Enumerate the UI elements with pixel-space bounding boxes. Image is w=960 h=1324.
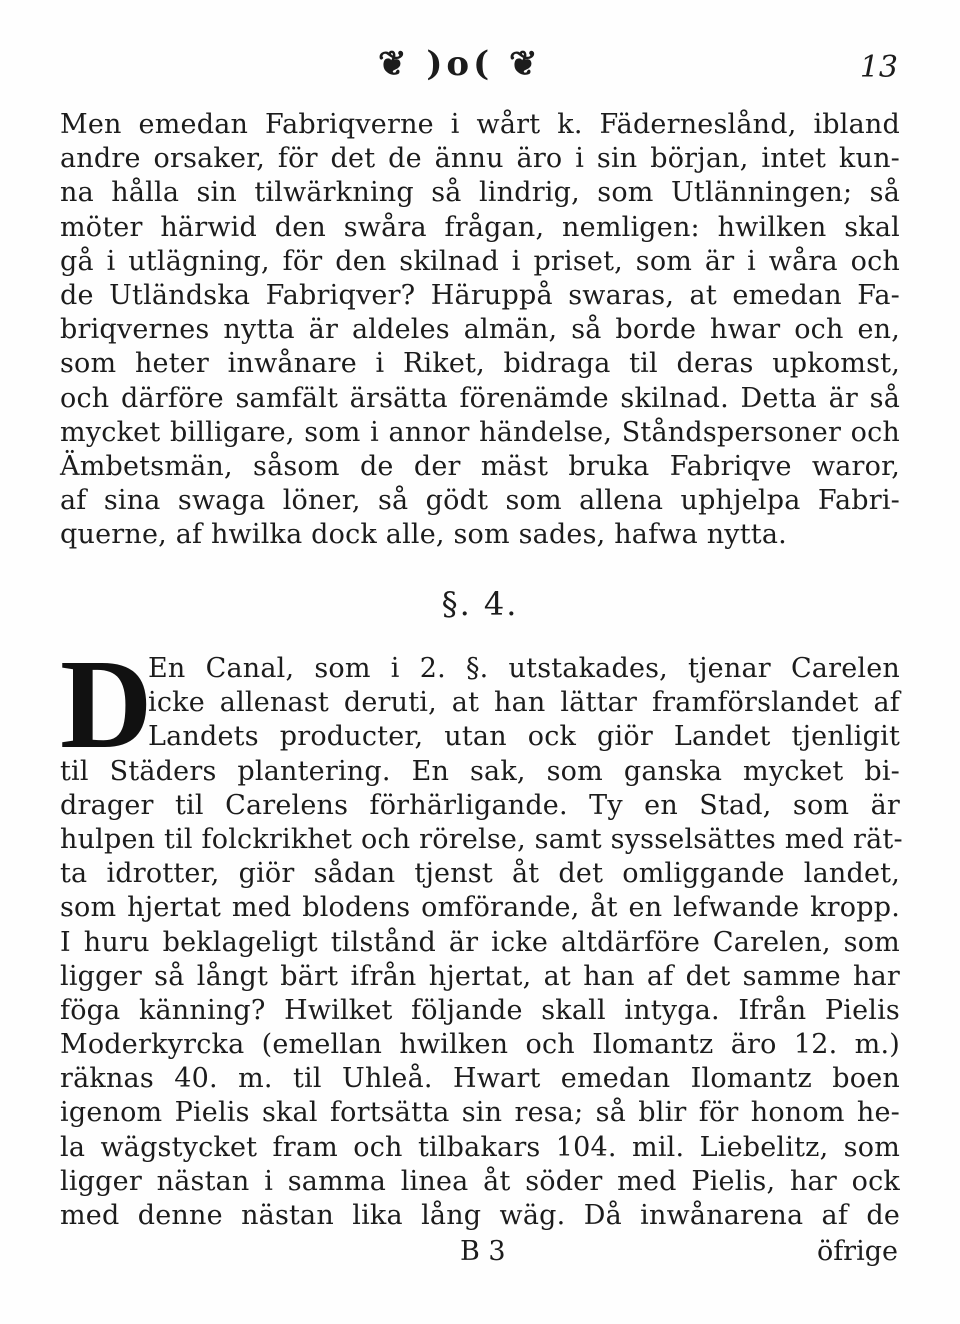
text-line: ligger så långt bärt ifrån hjertat, at han af det samme har [60,960,900,992]
header-ornament: ❦ )o( ❦ [378,44,542,84]
text-line: och därföre samfält ärsätta förenämde skilnad. Detta är så [60,382,900,414]
text-line: Moderkyrcka (emellan hwilken och Ilomantz äro 12. m.) [60,1029,900,1061]
text-line: ta idrotter, giör sådan tjenst åt det omliggande landet, [60,858,900,890]
text-line: na hålla sin tilwärkning så lindrig, som Utlänningen; så [60,177,900,209]
section-heading: §. 4. [441,585,519,623]
printer-signature: B 3 [460,1236,506,1267]
text-line: de Utländska Fabriqver? Häruppå swaras, at emedan Fa- [60,279,900,311]
text-line: som hjertat med blodens omförande, åt en lefwande kropp. [60,892,900,924]
text-line: igenom Pielis skal fortsätta sin resa; så blir för honom he- [60,1097,900,1129]
text-line: querne, af hwilka dock alle, som sades, hafwa nytta. [60,519,787,551]
text-line: Ämbetsmän, såsom de der mäst bruka Fabriqve waror, [60,450,900,482]
page-number: 13 [859,50,898,85]
text-line: hulpen til folckrikhet och rörelse, samt sysselsättes med rät- [60,823,903,855]
text-line: som heter inwånare i Riket, bidraga til deras upkomst, [60,348,900,380]
text-line: drager til Carelens förhärligande. Ty en Stad, som är [60,789,900,821]
text-line: icke allenast deruti, at han lättar framförslandet af [148,687,900,719]
text-line: gå i utlägning, för den skilnad i priset, som är i wåra och [60,245,900,277]
text-line: Landets producter, utan ock giör Landet tjenligit [148,721,900,753]
text-line: til Städers plantering. En sak, som ganska mycket bi- [60,755,900,787]
paragraph-2 [60,633,903,1233]
text-line: briqvernes nytta är aldeles almän, så borde hwar och en, [60,314,900,346]
text-line: af sina swaga löner, så gödt som allena uphjelpa Fabri- [60,485,900,517]
text-line: Men emedan Fabriqverne i wårt k. Fäderneslånd, ibland [60,109,900,140]
text-line: andre orsaker, för det de ännu äro i sin början, intet kun- [60,143,900,175]
text-line: med denne nästan lika lång wäg. Då inwånarena af de [60,1200,900,1231]
text-line: möter härwid den swåra frågan, nemligen: hwilken skal [60,211,900,243]
text-line: la wägstycket fram och tilbakars 104. mil. Liebelitz, som [60,1131,900,1163]
text-line: räknas 40. m. til Uhleå. Hwart emedan Ilomantz boen [60,1063,900,1095]
text-line: föga känning? Hwilket följande skall intyga. Ifrån Pielis [60,994,900,1026]
text-line: mycket billigare, som i annor händelse, Ståndspersoner och [60,416,900,448]
text-line: En Canal, som i 2. §. utstakades, tjenar Carelen [148,653,900,684]
catchword: öfrige [816,1236,898,1267]
text-line: ligger nästan i samma linea åt söder med Pielis, har ock [60,1165,900,1197]
paragraph-1 [60,108,900,552]
page-header [0,44,960,94]
drop-cap: D [60,633,153,775]
text-line: I huru beklageligt tilstånd är icke altdärföre Carelen, som [60,926,900,958]
